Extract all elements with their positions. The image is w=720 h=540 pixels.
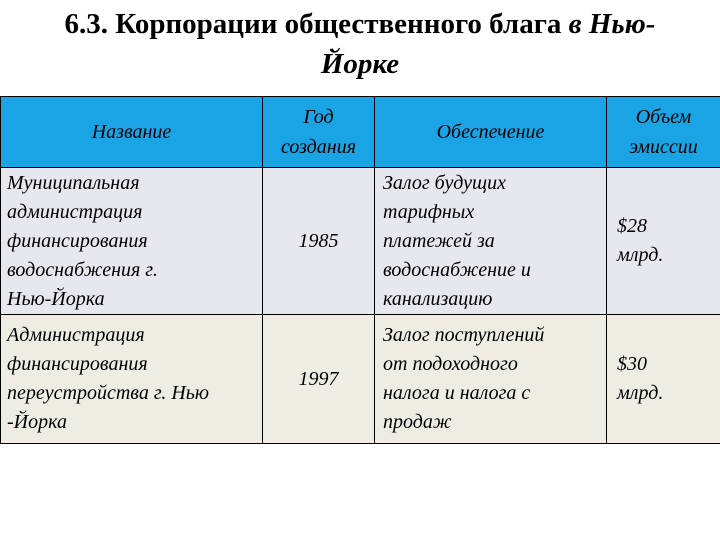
cell-security: Залог поступлений от подоходного налога и налога с продаж bbox=[375, 315, 607, 444]
slide-title-main: 6.3. Корпорации общественного блага bbox=[64, 8, 569, 40]
cell-name: Муниципальная администрация финансирования водоснабжения г. Нью-Йорка bbox=[1, 168, 263, 315]
cell-year: 1997 bbox=[263, 315, 375, 444]
cell-volume: $30 млрд. bbox=[607, 315, 720, 444]
corporations-table bbox=[0, 96, 720, 444]
table-header-row bbox=[1, 97, 720, 168]
header-year: Год создания bbox=[263, 97, 375, 168]
cell-name: Администрация финансирования переустройства г. Нью -Йорка bbox=[1, 315, 263, 444]
header-volume: Объем эмиссии bbox=[607, 97, 720, 168]
slide-title-italic: в Нью- Йорке bbox=[320, 8, 656, 80]
slide-title bbox=[0, 4, 720, 84]
header-name: Название bbox=[1, 97, 263, 168]
header-security: Обеспечение bbox=[375, 97, 607, 168]
cell-year: 1985 bbox=[263, 168, 375, 315]
table-row bbox=[1, 315, 720, 444]
cell-volume: $28 млрд. bbox=[607, 168, 720, 315]
cell-security: Залог будущих тарифных платежей за водоснабжение и канализацию bbox=[375, 168, 607, 315]
table-row bbox=[1, 168, 720, 315]
